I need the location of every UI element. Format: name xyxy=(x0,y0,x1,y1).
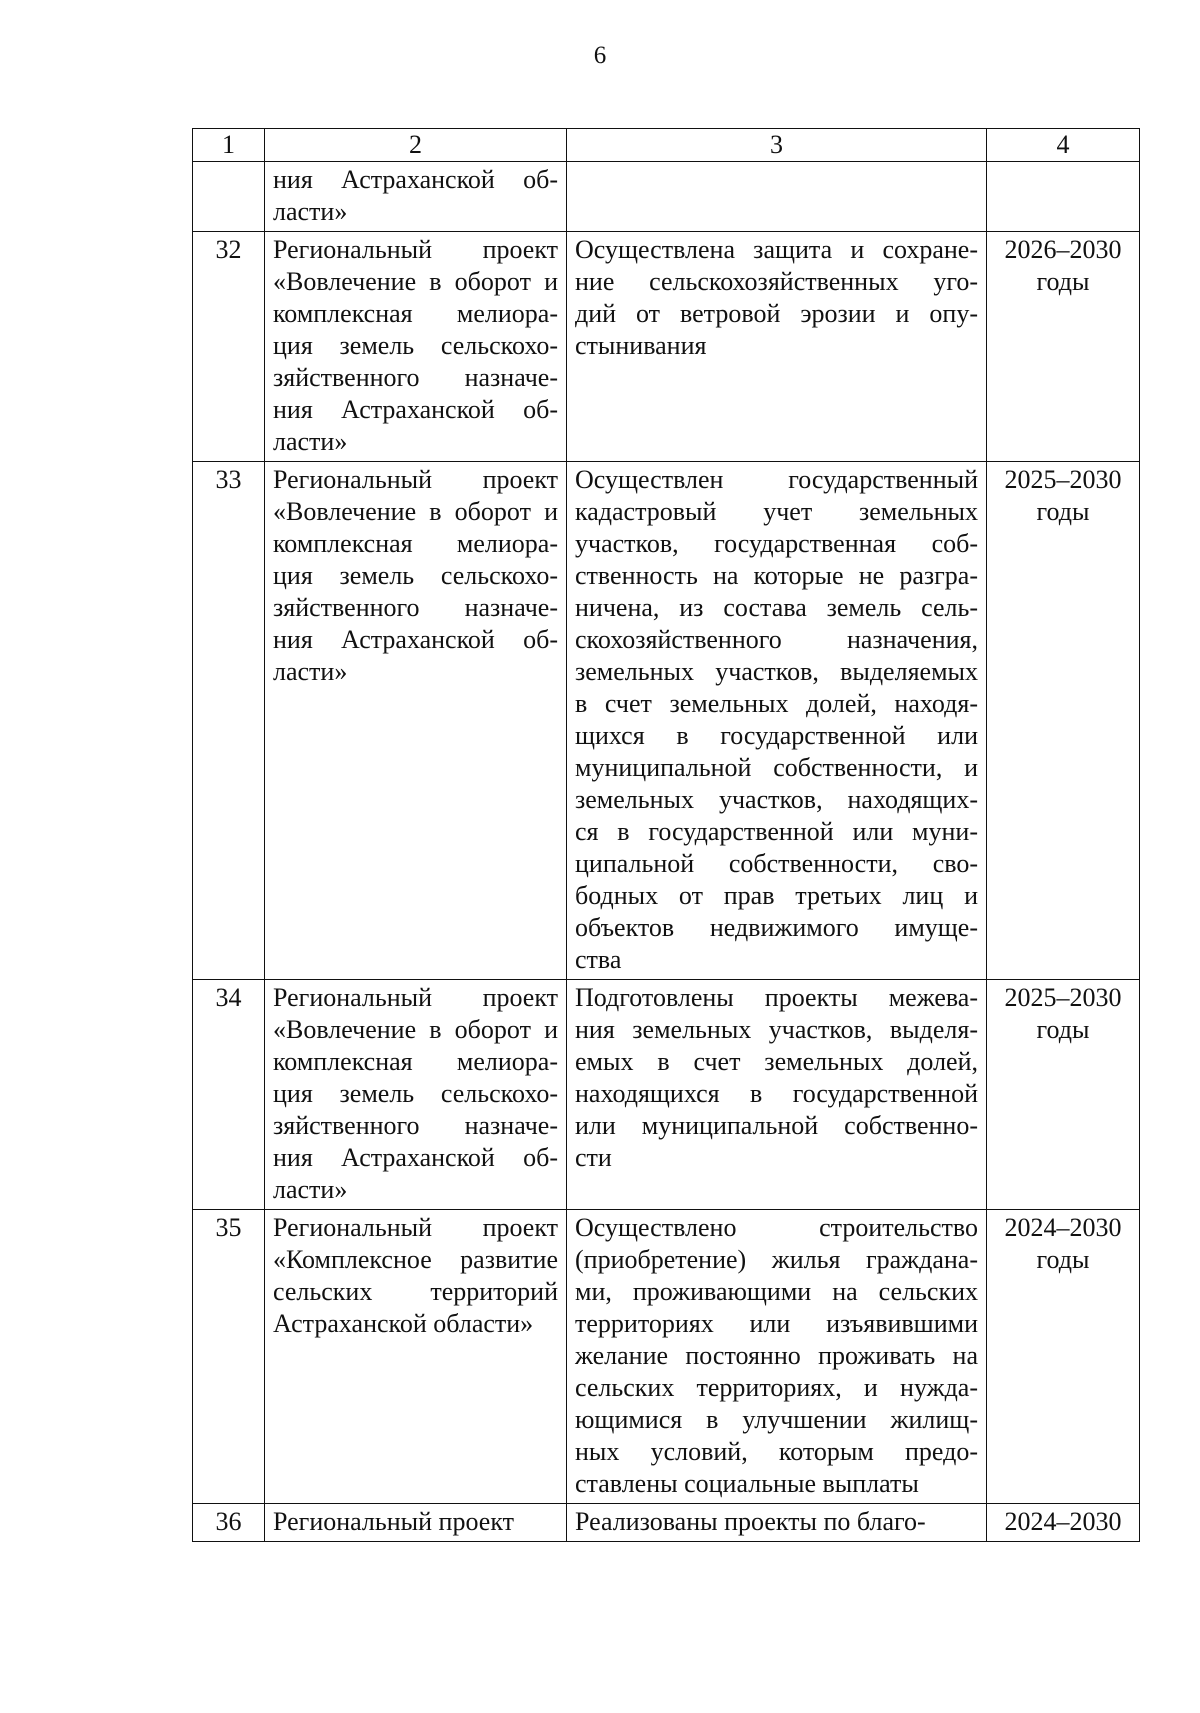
result-description-line: ства xyxy=(575,945,622,974)
result-description-line: ми, проживающими на сельских xyxy=(575,1277,978,1306)
result-description xyxy=(567,162,987,232)
row-number: 35 xyxy=(193,1210,265,1504)
result-description-line: дий от ветровой эрозии и опу- xyxy=(575,299,978,328)
result-description-line: скохозяйственного назначения, xyxy=(575,625,978,654)
table-row xyxy=(193,1210,1140,1504)
implementation-period xyxy=(987,1210,1140,1504)
project-name-line: ласти» xyxy=(273,1175,348,1204)
result-description-line: ничена, из состава земель сель- xyxy=(575,593,978,622)
result-description-line: Реализованы проекты по благо- xyxy=(575,1507,926,1536)
row-number xyxy=(193,162,265,232)
project-name xyxy=(265,980,567,1210)
implementation-period-line: годы xyxy=(1036,1015,1090,1044)
measures-table xyxy=(192,128,1140,1542)
implementation-period-line: годы xyxy=(1036,267,1090,296)
result-description-line: в счет земельных долей, находя- xyxy=(575,689,978,718)
header-col-3: 3 xyxy=(567,129,987,162)
project-name-line: «Комплексное развитие xyxy=(273,1245,558,1274)
implementation-period xyxy=(987,462,1140,980)
result-description xyxy=(567,1210,987,1504)
project-name-line: ния Астраханской об- xyxy=(273,1143,558,1172)
row-number: 33 xyxy=(193,462,265,980)
project-name xyxy=(265,162,567,232)
implementation-period xyxy=(987,980,1140,1210)
result-description-line: земельных участков, находящих- xyxy=(575,785,978,814)
result-description-line: бодных от прав третьих лиц и xyxy=(575,881,978,910)
result-description-line: ставлены социальные выплаты xyxy=(575,1469,919,1498)
result-description-line: Осуществлен государственный xyxy=(575,465,978,494)
project-name-line: ция земель сельскохо- xyxy=(273,1079,558,1108)
result-description-line: объектов недвижимого имуще- xyxy=(575,913,978,942)
project-name-line: ласти» xyxy=(273,657,348,686)
result-description-line: щихся в государственной или xyxy=(575,721,978,750)
project-name xyxy=(265,462,567,980)
result-description xyxy=(567,232,987,462)
project-name-line: Региональный проект xyxy=(273,1507,514,1536)
result-description-line: емых в счет земельных долей, xyxy=(575,1047,978,1076)
implementation-period-line: 2026–2030 xyxy=(1004,235,1122,264)
header-col-4: 4 xyxy=(987,129,1140,162)
result-description-line: земельных участков, выделяемых xyxy=(575,657,978,686)
result-description-line: ственность на которые не разгра- xyxy=(575,561,978,590)
project-name-line: Региональный проект xyxy=(273,983,558,1012)
implementation-period xyxy=(987,1504,1140,1542)
project-name-line: ция земель сельскохо- xyxy=(273,331,558,360)
implementation-period xyxy=(987,162,1140,232)
project-name-line: ния Астраханской об- xyxy=(273,165,558,194)
project-name-line: «Вовлечение в оборот и xyxy=(273,267,558,296)
project-name-line: комплексная мелиора- xyxy=(273,529,558,558)
implementation-period-line: 2025–2030 xyxy=(1004,983,1122,1012)
implementation-period-line: 2024–2030 xyxy=(1004,1507,1122,1536)
result-description-line: ных условий, которым предо- xyxy=(575,1437,978,1466)
header-col-2: 2 xyxy=(265,129,567,162)
result-description xyxy=(567,462,987,980)
project-name xyxy=(265,1210,567,1504)
result-description-line: ципальной собственности, сво- xyxy=(575,849,978,878)
table-row xyxy=(193,162,1140,232)
project-name-line: комплексная мелиора- xyxy=(273,299,558,328)
implementation-period xyxy=(987,232,1140,462)
table-row xyxy=(193,1504,1140,1542)
result-description-line: стынивания xyxy=(575,331,707,360)
implementation-period-line: годы xyxy=(1036,1245,1090,1274)
row-number: 36 xyxy=(193,1504,265,1542)
project-name-line: ласти» xyxy=(273,197,348,226)
project-name-line: «Вовлечение в оборот и xyxy=(273,1015,558,1044)
result-description-line: Осуществлена защита и сохране- xyxy=(575,235,978,264)
table-row xyxy=(193,462,1140,980)
project-name-line: ния Астраханской об- xyxy=(273,395,558,424)
page-number: 6 xyxy=(593,42,607,69)
result-description-line: желание постоянно проживать на xyxy=(575,1341,978,1370)
result-description-line: сельских территориях, и нужда- xyxy=(575,1373,978,1402)
table-row xyxy=(193,980,1140,1210)
project-name xyxy=(265,1504,567,1542)
result-description xyxy=(567,1504,987,1542)
project-name-line: ция земель сельскохо- xyxy=(273,561,558,590)
project-name-line: ласти» xyxy=(273,427,348,456)
implementation-period-line: годы xyxy=(1036,497,1090,526)
result-description-line: (приобретение) жилья граждана- xyxy=(575,1245,978,1274)
project-name-line: ния Астраханской об- xyxy=(273,625,558,654)
table-row xyxy=(193,232,1140,462)
result-description-line: территориях или изъявившими xyxy=(575,1309,978,1338)
result-description-line: ся в государственной или муни- xyxy=(575,817,978,846)
project-name-line: Региональный проект xyxy=(273,465,558,494)
result-description-line: ющимися в улучшении жилищ- xyxy=(575,1405,978,1434)
result-description-line: или муниципальной собственно- xyxy=(575,1111,978,1140)
project-name-line: «Вовлечение в оборот и xyxy=(273,497,558,526)
project-name-line: зяйственного назначе- xyxy=(273,1111,558,1140)
result-description-line: сти xyxy=(575,1143,612,1172)
implementation-period-line: 2025–2030 xyxy=(1004,465,1122,494)
project-name-line: зяйственного назначе- xyxy=(273,363,558,392)
result-description-line: кадастровый учет земельных xyxy=(575,497,978,526)
result-description xyxy=(567,980,987,1210)
result-description-line: муниципальной собственности, и xyxy=(575,753,978,782)
project-name-line: Региональный проект xyxy=(273,235,558,264)
row-number: 32 xyxy=(193,232,265,462)
implementation-period-line: 2024–2030 xyxy=(1004,1213,1122,1242)
result-description-line: Осуществлено строительство xyxy=(575,1213,978,1242)
row-number: 34 xyxy=(193,980,265,1210)
project-name-line: сельских территорий xyxy=(273,1277,558,1306)
project-name-line: комплексная мелиора- xyxy=(273,1047,558,1076)
table-header-row xyxy=(193,129,1140,162)
result-description-line: ние сельскохозяйственных уго- xyxy=(575,267,978,296)
project-name-line: Астраханской области» xyxy=(273,1309,534,1338)
header-col-1: 1 xyxy=(193,129,265,162)
result-description-line: Подготовлены проекты межева- xyxy=(575,983,978,1012)
result-description-line: находящихся в государственной xyxy=(575,1079,978,1108)
project-name-line: Региональный проект xyxy=(273,1213,558,1242)
project-name-line: зяйственного назначе- xyxy=(273,593,558,622)
project-name xyxy=(265,232,567,462)
result-description-line: ния земельных участков, выделя- xyxy=(575,1015,978,1044)
result-description-line: участков, государственная соб- xyxy=(575,529,978,558)
